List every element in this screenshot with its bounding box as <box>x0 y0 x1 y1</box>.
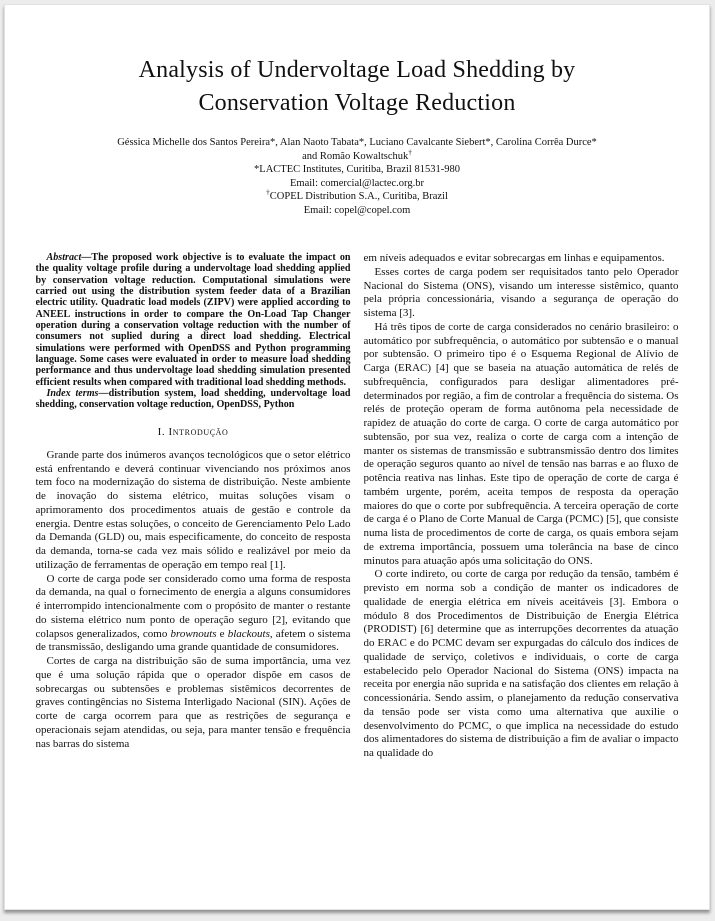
author-name: and Romão Kowaltschuk <box>302 150 409 162</box>
body-paragraph-6: O corte indireto, ou corte de carga por redução da tensão, também é previsto em norma sob a condição de manter os indicadores de qualidade de energia elétrica em níveis aceitáveis [3]. Embora o módulo 8 dos Procedimentos de Distribuição de Energia Elétrica (PRODIST) [6] determine que as interrupções decorrentes da atuação do ERAC e do PCMC devam ser expurgadas do cálculo dos índices de qualidade de serviço, coletivos e individuais, o corte de carga estabelecido pelo Operador Nacional do Sistema (ONS) impacta na receita por energia não suprida e na satisfação dos clientes em relação à concessionária. Sendo assim, o planejamento da redução conservativa da tensão pode ser vista como uma alternativa que auxilie o desenvolvimento do PCMC, o que implica na necessidade do estudo dos alimentadores do sistema de distribuição a fim de avaliar o impacto na qualidade do <box>363 568 679 759</box>
italic-term-blackouts: blackouts <box>227 627 270 640</box>
author-names-line-1: Géssica Michelle dos Santos Pereira*, Alan Naoto Tabata*, Luciano Cavalcante Siebert*, Carolina Corrêa Durce* <box>117 137 597 148</box>
affiliation-line-2 <box>5 187 709 204</box>
paper-title-line-2: Conservation Voltage Reduction <box>198 90 516 116</box>
paper-title <box>5 54 709 120</box>
italic-term-brownouts: brownouts <box>170 627 217 640</box>
body-paragraph-2 <box>36 573 351 656</box>
body-paragraph-1: Grande parte dos inúmeros avanços tecnológicos que o setor elétrico está enfrentando e deverá continuar vivenciando nos próximos anos tem foco na modernização do sistema de distribuição. Neste ambiente de inovação do sistema elétrico, muitas soluções visam o aprimoramento dos procedimentos atuais de gestão e controle da energia. Dentre estas soluções, o conceito de Gerenciamento Pelo Lado da Demanda (GLD) ou, mais especificamente, do conceito de resposta da demanda, torna-se cada vez mais sólido e realizável por meio da utilização de ferramentas de operação em tempo real [1]. <box>35 448 351 571</box>
author-names-line-2 <box>5 147 709 164</box>
index-terms-label: Index terms <box>46 388 99 400</box>
section-heading-introduction: I. Introdução <box>157 425 229 438</box>
body-paragraph-4: Esses cortes de carga podem ser requisitados tanto pelo Operador Nacional do Sistema (ONS), visando um interesse sistêmico, quanto pela própria concessionária, visando a segurança de operação do sistema [3]. <box>363 265 679 319</box>
two-column-body <box>5 252 709 868</box>
email-line-2: Email: copel@copel.com <box>303 204 411 216</box>
affiliation-line-1: *LACTEC Institutes, Curitiba, Brazil 81531-980 <box>254 164 460 176</box>
paper-title-line-1: Analysis of Undervoltage Load Shedding by <box>138 57 576 83</box>
column-right <box>364 252 679 868</box>
body-paragraph-3: Cortes de carga na distribuição são de suma importância, uma vez que é uma solução rápida que o operador dispõe em casos de sobrecargas ou subtensões e problemas sistêmicos decorrentes de graves contingências no Sistema Interligado Nacional (SIN). Ações de corte de carga ocorrem para que as restrições de segurança e operacionais sejam atendidas, ou seja, para manter tensão e frequência nas barras do sistema <box>35 655 351 750</box>
affiliation-text: COPEL Distribution S.A., Curitiba, Brazil <box>269 191 448 203</box>
index-terms-text: —distribution system, load shedding, undervoltage load shedding, conservation voltage reduction, OpenDSS, Python <box>35 388 351 411</box>
paragraph-text: , afetem o sistema de transmissão, desligando uma grande quantidade de consumidores. <box>35 627 351 654</box>
abstract-paragraph <box>36 252 351 388</box>
abstract-text: —The proposed work objective is to evaluate the impact on the quality voltage profile during a undervoltage load shedding applied by conservation voltage reduction. Computational simulations were carried out using the distribution system feeder data of a Brazilian electric utility. Quadratic load models (ZIPV) were applied according to ANEEL instructions in order to compare the On-Load Tap Changer operation during a conservation voltage reduction with the number of consumers not suplied during a direct load shedding. Electrical simulations were performed with OpenDSS and Python programming language. Some cases were evaluated in order to measure load shedding performance and thus undervoltage load shedding simulation presented efficient results when compared with traditional load shedding methods. <box>35 252 351 388</box>
index-terms-paragraph <box>36 388 351 411</box>
abstract-label: Abstract <box>46 252 82 263</box>
paragraph-text: O corte de carga pode ser considerado como uma forma de resposta da demanda, na qual o fornecimento de energia a alguns consumidores é interrompido intencionalmente com o propósito de manter o restante do sistema elétrico num ponto de operação seguro [2], evitando que colapsos generalizados, como <box>35 572 351 640</box>
paper-page <box>4 4 710 910</box>
dagger-mark: † <box>408 147 412 157</box>
paragraph-text: e <box>216 627 228 640</box>
email-line-1: Email: comercial@lactec.org.br <box>290 177 424 189</box>
dagger-mark: † <box>266 187 270 197</box>
authors-block <box>5 136 709 218</box>
body-paragraph-5: Há três tipos de corte de carga considerados no cenário brasileiro: o automático por subfrequência, o automático por subtensão e o manual por subtensão. O primeiro tipo é o Esquema Regional de Alívio de Carga (ERAC) [4] que se baseia na atuação automática de relés de subfrequência, configurados para desligar alimentadores pré-determinados por região, a fim de controlar a frequência do sistema. Os relés de proteção operam de forma autônoma pela necessidade de rapidez de atuação do corte de carga. O corte de carga automático por subtensão, por sua vez, realiza o corte de carga com a intenção de manter os sistemas de transmissão e subtransmissão dentro dos limites de operação seguros quanto ao nível de tensão nas barras e ao fluxo de potência reativa nas linhas. Este tipo de operação de corte de carga é também urgente, porém, aceita tempos de resposta da operação maiores do que o corte por subfrequência. A terceira operação de corte de carga é o Plano de Corte Manual de Carga (PCMC) [5], que consiste numa lista de procedimentos de corte de carga, os quais embora sejam de extrema importância, possuem uma tolerância na base de cinco minutos para atuação após uma solicitação do ONS. <box>363 320 679 567</box>
column-left <box>36 252 351 868</box>
body-paragraph-3-continued: em níveis adequados e evitar sobrecargas em linhas e equipamentos. <box>363 252 665 264</box>
